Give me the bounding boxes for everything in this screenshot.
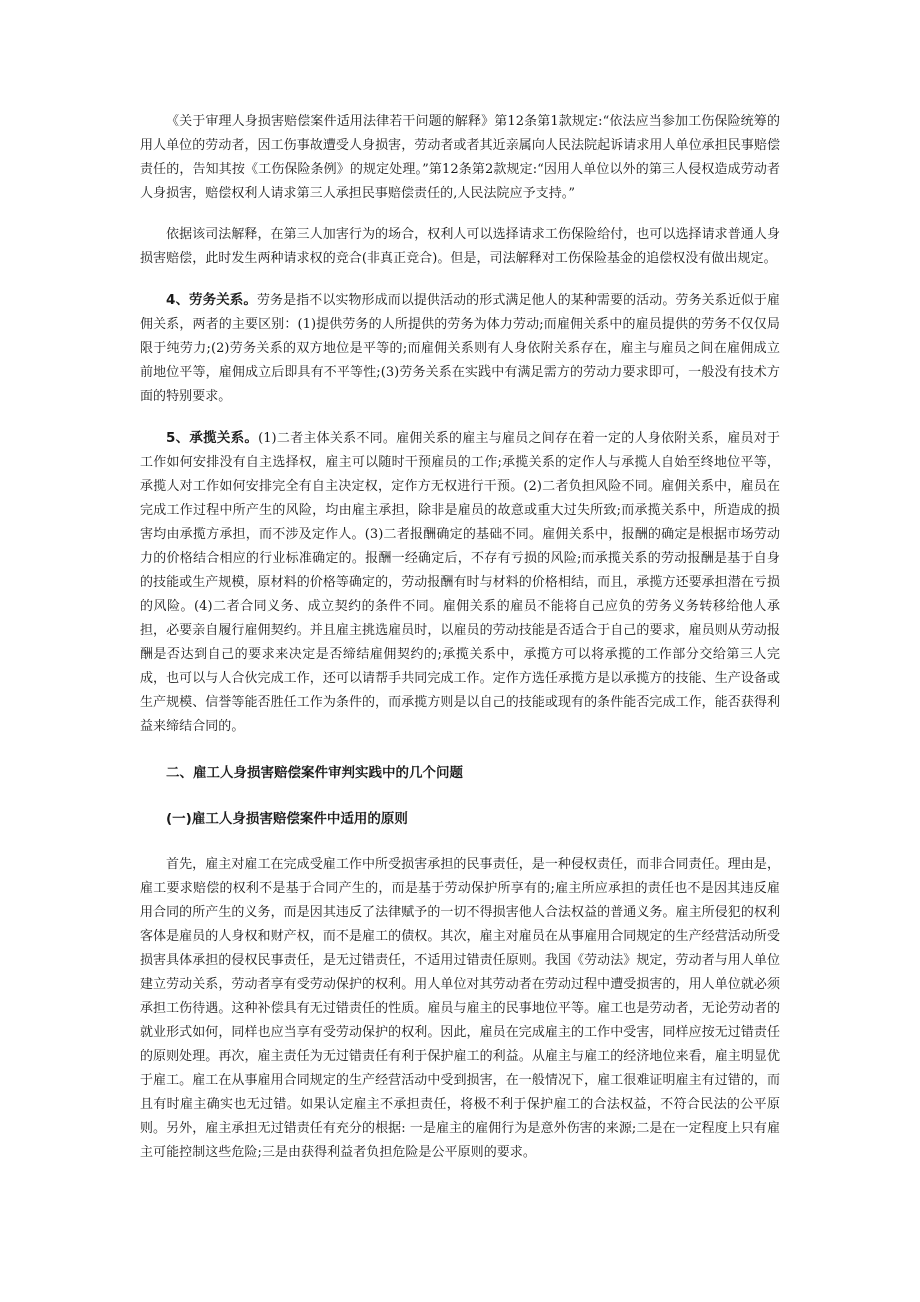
paragraph-judicial-interpretation: 《关于审理人身损害赔偿案件适用法律若干问题的解释》第12条第1款规定:“依法应当参加工伤保险统筹的用人单位的劳动者，因工伤事故遭受人身损害，劳动者或者其近亲属向人民法院起诉请求用人单位承担民事赔偿责任的，告知其按《工伤保险条例》的规定处理。”第12条第2款规定:“因用人单位以外的第三人侵权造成劳动者人身损害，赔偿权利人请求第三人承担民事赔偿责任的,人民法院应予支持。”: [140, 114, 780, 201]
paragraph-labor-service-relation: [140, 288, 780, 409]
document-page: [140, 110, 780, 1182]
section-lead-labor-service: 4、劳务关系。: [166, 292, 257, 308]
paragraph-applicable-principles: 首先，雇主对雇工在完成受雇工作中所受损害承担的民事责任，是一种侵权责任，而非合同责任。理由是，雇工要求赔偿的权利不是基于合同产生的，而是基于劳动保护所享有的;雇主所应承担的责任也不是因其违反雇用合同的所产生的义务，而是因其违反了法律赋予的一切不得损害他人合法权益的普通义务。雇主所侵犯的权利客体是雇员的人身权和财产权，而不是雇工的债权。其次，雇主对雇员在从事雇用合同规定的生产经营活动所受损害具体承担的侵权民事责任，是无过错责任，不适用过错责任原则。我国《劳动法》规定，劳动者与用人单位建立劳动关系，劳动者享有受劳动保护的权利。用人单位对其劳动者在劳动过程中遭受损害的，用人单位就必须承担工伤待遇。这种补偿具有无过错责任的性质。雇员与雇主的民事地位平等。雇工也是劳动者，无论劳动者的就业形式如何，同样也应当享有受劳动保护的权利。因此，雇员在完成雇主的工作中受害，同样应按无过错责任的原则处理。再次，雇主责任为无过错责任有利于保护雇工的利益。从雇主与雇工的经济地位来看，雇主明显优于雇工。雇工在从事雇用合同规定的生产经营活动中受到损害，在一般情况下，雇工很难证明雇主有过错的，而且有时雇主确实也无过错。如果认定雇主不承担责任，将极不利于保护雇工的合法权益，不符合民法的公平原则。另外，雇主承担无过错责任有充分的根据: 一是雇主的雇佣行为是意外伤害的来源;二是在一定程度上只有雇主可能控制这些危险;三是由获得利益者负担危险是公平原则的要求。: [140, 857, 780, 1160]
section-lead-contracting: 5、承揽关系。: [166, 430, 259, 446]
paragraph-text: 劳务是指不以实物形成而以提供活动的形式满足他人的某种需要的活动。劳务关系近似于雇佣关系，两者的主要区别：(1)提供劳务的人所提供的劳务为体力劳动;而雇佣关系中的雇员提供的劳务不仅仅局限于纯劳力;(2)劳务关系的双方地位是平等的;而雇佣关系则有人身依附关系存在，雇主与雇员之间在雇佣成立前地位平等，雇佣成立后即具有不平等性;(3)劳务关系在实践中有满足需方的劳动力要求即可，一般没有技术方面的特别要求。: [140, 293, 780, 404]
section-heading-two: 二、雇工人身损害赔偿案件审判实践中的几个问题: [166, 765, 463, 781]
paragraph-contracting-relation: [140, 426, 780, 739]
subsection-heading-one: (一)雇工人身损害赔偿案件中适用的原则: [166, 811, 408, 827]
paragraph-text: (1)二者主体关系不同。雇佣关系的雇主与雇员之间存在着一定的人身依附关系，雇员对于工作如何安排没有自主选择权，雇主可以随时干预雇员的工作;承揽关系的定作人与承揽人自始至终地位平等，承揽人对工作如何安排完全有自主决定权，定作方无权进行干预。(2)二者负担风险不同。雇佣关系中，雇员在完成工作过程中所产生的风险，均由雇主承担，除非是雇员的故意或重大过失所致;而承揽关系中，所造成的损害均由承揽方承担，而不涉及定作人。(3)二者报酬确定的基础不同。雇佣关系中，报酬的确定是根据市场劳动力的价格结合相应的行业标准确定的。报酬一经确定后，不存有亏损的风险;而承揽关系的劳动报酬是基于自身的技能或生产规模，原材料的价格等确定的，劳动报酬有时与材料的价格相结，而且，承揽方还要承担潜在亏损的风险。(4)二者合同义务、成立契约的条件不同。雇佣关系的雇员不能将自己应负的劳务义务转移给他人承担，必要亲自履行雇佣契约。并且雇主挑选雇员时，以雇员的劳动技能是否适合于自己的要求，雇员则从劳动报酬是否达到自己的要求来决定是否缔结雇佣契约的;承揽关系中，承揽方可以将承揽的工作部分交给第三人完成，也可以与人合伙完成工作，还可以请帮手共同完成工作。定作方选任承揽方是以承揽方的技能、生产设备或生产规模、信誉等能否胜任工作为条件的，而承揽方则是以自己的技能或现有的条件能否完成工作，能否获得利益来缔结合同的。: [140, 431, 780, 734]
paragraph-claim-concurrence: 依据该司法解释，在第三人加害行为的场合，权利人可以选择请求工伤保险给付，也可以选择请求普通人身损害赔偿，此时发生两种请求权的竞合(非真正竞合)。但是，司法解释对工伤保险基金的追偿权没有做出规定。: [140, 227, 780, 266]
